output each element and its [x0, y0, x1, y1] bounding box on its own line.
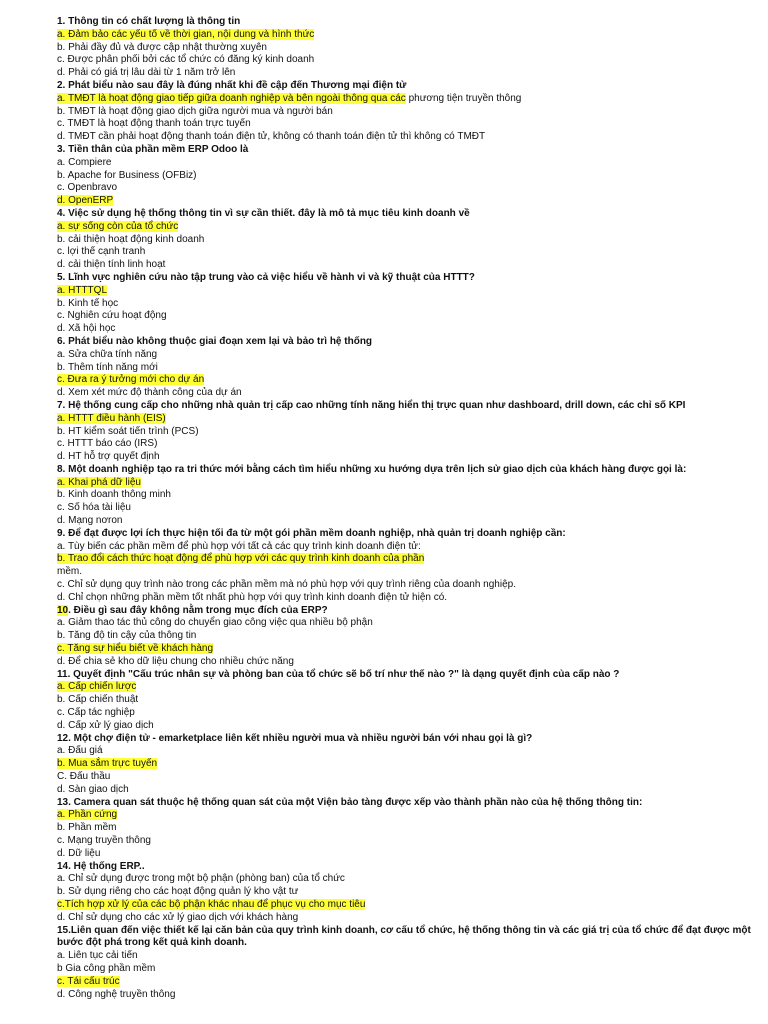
answer-text: c. Mạng truyền thông [57, 835, 151, 846]
question-text: 15.Liên quan đến việc thiết kế lại căn bản của quy trình kinh doanh, cơ cấu tổ chức, hệ thống thông tin và các giá trị của tổ chức để đạt được một bước đột phá trong kết quả kinh doanh. [57, 924, 751, 949]
answer-option-highlighted [57, 221, 757, 234]
answer-text: c. lợi thế cạnh tranh [57, 246, 146, 258]
question-title [57, 464, 757, 477]
answer-text: b. Tăng độ tin cậy của thông tin [57, 630, 197, 642]
answer-text: d. Xem xét mức độ thành công của dự án [57, 387, 242, 399]
answer-option [57, 234, 757, 247]
answer-option [57, 170, 757, 183]
answer-text: d. TMĐT cần phải hoạt động thanh toán điện tử, không có thanh toán điện tử thì không có TMĐT [57, 131, 486, 143]
highlighted-answer-text: c. Đưa ra ý tưởng mới cho dự án [57, 374, 205, 386]
answer-option [57, 182, 757, 195]
answer-option [57, 106, 757, 119]
answer-option [57, 451, 757, 464]
question-text: 2. Phát biểu nào sau đây là đúng nhất khi đề cập đến Thương mại điện tử [57, 79, 407, 91]
question-text: 13. Camera quan sát thuộc hệ thống quan sát của một Viện bảo tàng được xếp vào thành phần nào của hệ thống thông tin: [57, 796, 643, 808]
answer-text: c. Số hóa tài liệu [57, 502, 131, 514]
question-text: 3. Tiền thân của phần mềm ERP Odoo là [57, 143, 249, 155]
highlighted-answer-text: b. Mua sắm trực tuyến [57, 758, 158, 770]
answer-option [57, 541, 757, 554]
highlighted-answer-text: c.Tích hợp xử lý của các bộ phận khác nhau để phục vụ cho mục tiêu [57, 898, 366, 910]
question-text: 14. Hệ thống ERP.. [57, 860, 145, 872]
answer-text: d. cải thiện tính linh hoạt [57, 259, 166, 271]
answer-text: a. Liên tục cải tiến [57, 950, 138, 962]
highlighted-answer-text: c. Tăng sự hiểu biết về khách hàng [57, 643, 214, 655]
answer-option [57, 489, 757, 502]
answer-text: c. HTTT báo cáo (IRS) [57, 438, 158, 450]
answer-option [57, 131, 757, 144]
answer-option-highlighted [57, 809, 757, 822]
answer-option [57, 745, 757, 758]
answer-option-highlighted [57, 477, 757, 490]
question-title [57, 400, 757, 413]
answer-option-highlighted [57, 681, 757, 694]
answer-option [57, 426, 757, 439]
highlighted-answer-text: a. Phần cứng [57, 809, 118, 821]
answer-option [57, 694, 757, 707]
answer-text: d. Phải có giá trị lâu dài từ 1 năm trở lên [57, 67, 236, 79]
answer-option-highlighted [57, 643, 757, 656]
answer-option [57, 157, 757, 170]
answer-text: b. TMĐT là hoạt động giao dịch giữa người mua và người bán [57, 105, 333, 117]
answer-text: a. Giảm thao tác thủ công do chuyển giao công việc qua nhiều bộ phận [57, 617, 373, 629]
question-text: 7. Hệ thống cung cấp cho những nhà quản trị cấp cao những tính năng hiển thị trực quan như dashboard, drill down, các chỉ số KPI [57, 399, 686, 411]
answer-option [57, 707, 757, 720]
highlighted-answer-text: a. HTTT điều hành (EIS) [57, 412, 166, 424]
question-title [57, 528, 757, 541]
answer-option [57, 835, 757, 848]
question-text: 1. Thông tin có chất lượng là thông tin [57, 16, 241, 27]
answer-text: c. Được phân phối bởi các tổ chức có đăng ký kinh doanh [57, 54, 315, 66]
answer-text: d. Để chia sẻ kho dữ liệu chung cho nhiều chức năng [57, 655, 294, 667]
highlighted-answer-text: a. Cấp chiến lược [57, 681, 137, 693]
answer-text: d. Xã hội học [57, 323, 116, 335]
highlighted-answer-text: d. OpenERP [57, 195, 114, 207]
answer-text: b. Phải đầy đủ và được cập nhật thường xuyên [57, 41, 267, 53]
answer-option-highlighted [57, 29, 757, 42]
answer-option-highlighted [57, 758, 757, 771]
answer-option-highlighted [57, 899, 757, 912]
question-text: 9. Để đạt được lợi ích thực hiện tối đa từ một gói phần mềm doanh nghiệp, nhà quản trị doanh nghiệp cần: [57, 527, 566, 539]
answer-option [57, 387, 757, 400]
answer-option [57, 118, 757, 131]
answer-text: c. TMĐT là hoạt động thanh toán trực tuyến [57, 118, 251, 130]
highlighted-answer-text: c. Tái cấu trúc [57, 975, 120, 987]
answer-option [57, 771, 757, 784]
highlighted-answer-text: a. Khai phá dữ liệu [57, 476, 141, 488]
answer-option [57, 502, 757, 515]
answer-text: d. Chỉ sử dụng cho các xử lý giao dịch với khách hàng [57, 911, 299, 923]
question-text: 5. Lĩnh vực nghiên cứu nào tập trung vào cả việc hiểu về hành vi và kỹ thuật của HTTT? [57, 271, 475, 283]
answer-continuation: mềm. [57, 566, 82, 578]
question-text: 6. Phát biểu nào không thuộc giai đoạn xem lại và bảo trì hệ thống [57, 335, 373, 347]
question-title [57, 797, 757, 810]
answer-option [57, 822, 757, 835]
answer-text: c. Cấp tác nghiệp [57, 707, 135, 719]
question-title [57, 80, 757, 93]
answer-option-highlighted [57, 553, 757, 566]
question-title [57, 144, 757, 157]
highlighted-answer-text: a. TMĐT là hoạt động giao tiếp giữa doanh nghiệp và bên ngoài thông qua các [57, 92, 406, 104]
answer-option [57, 912, 757, 925]
answer-text: b. Kinh doanh thông minh [57, 489, 171, 501]
answer-text: d. Chỉ chọn những phần mềm tốt nhất phù hợp với quy trình kinh doanh điện tử hiện có. [57, 591, 448, 603]
question-title [57, 208, 757, 221]
answer-option [57, 310, 757, 323]
question-number-highlight: 10 [57, 604, 69, 616]
answer-option [57, 963, 757, 976]
document-page [57, 16, 757, 1001]
answer-option [57, 515, 757, 528]
answer-option [57, 259, 757, 272]
question-title [57, 336, 757, 349]
answer-option [57, 349, 757, 362]
answer-option [57, 298, 757, 311]
answer-option-highlighted [57, 93, 757, 106]
answer-text: a. Đấu giá [57, 745, 103, 757]
answer-option [57, 592, 757, 605]
answer-text: b. Thêm tính năng mới [57, 361, 158, 373]
question-title [57, 861, 757, 874]
answer-text: c. Openbravo [57, 182, 118, 194]
answer-text: a. Compiere [57, 156, 112, 168]
answer-option [57, 362, 757, 375]
answer-text: a. Tùy biến các phần mềm để phù hợp với tất cả các quy trình kinh doanh điện tử: [57, 540, 421, 552]
answer-option [57, 323, 757, 336]
answer-text-rest: phương tiện truyền thông [405, 92, 522, 104]
answer-text: d. Sàn giao dịch [57, 783, 129, 795]
answer-text: b. HT kiểm soát tiến trình (PCS) [57, 425, 199, 437]
answer-text: a. Sửa chữa tính năng [57, 348, 158, 360]
answer-text: b. Kinh tế học [57, 297, 119, 309]
answer-text: b. Apache for Business (OFBiz) [57, 169, 197, 181]
answer-option [57, 950, 757, 963]
answer-option [57, 67, 757, 80]
answer-option [57, 848, 757, 861]
question-text: 8. Một doanh nghiệp tạo ra tri thức mới bằng cách tìm hiểu những xu hướng dựa trên lịch sử giao dịch của khách hàng được gọi là: [57, 463, 687, 475]
answer-option [57, 630, 757, 643]
answer-option [57, 617, 757, 630]
answer-option [57, 989, 757, 1002]
question-text: 12. Một chợ điện tử - emarketplace liên kết nhiều người mua và nhiều người bán với nhau gọi là gì? [57, 732, 533, 744]
answer-option [57, 579, 757, 592]
answer-text: d. Công nghệ truyền thông [57, 988, 176, 1000]
question-text: 4. Việc sử dụng hệ thống thông tin vì sự cần thiết. đây là mô tả mục tiêu kinh doanh về [57, 207, 470, 219]
answer-option-highlighted [57, 285, 757, 298]
answer-text: c. Chỉ sử dụng quy trình nào trong các phần mềm mà nó phù hợp với quy trình riêng của doanh nghiệp. [57, 579, 516, 591]
answer-text: d. HT hỗ trợ quyết định [57, 451, 160, 463]
answer-option [57, 873, 757, 886]
highlighted-answer-text: a. sự sống còn của tổ chức [57, 220, 179, 232]
answer-text: b Gia công phần mềm [57, 962, 156, 974]
answer-text: d. Cấp xử lý giao dịch [57, 719, 154, 731]
answer-option [57, 438, 757, 451]
question-title [57, 272, 757, 285]
answer-option-highlighted [57, 976, 757, 989]
highlighted-answer-text: a. Đảm bảo các yếu tố về thời gian, nội dung và hình thức [57, 28, 315, 40]
answer-option [57, 784, 757, 797]
highlighted-answer-text: a. HTTTQL [57, 284, 108, 296]
answer-text: a. Chỉ sử dụng được trong một bộ phận (phòng ban) của tổ chức [57, 873, 345, 885]
answer-text: b. Phần mềm [57, 822, 117, 834]
answer-option-highlighted [57, 195, 757, 208]
question-title [57, 733, 757, 746]
answer-text: C. Đấu thầu [57, 771, 111, 783]
answer-option [57, 886, 757, 899]
answer-text: b. Sử dụng riêng cho các hoạt động quản lý kho vật tư [57, 886, 299, 898]
highlighted-answer-text: b. Trao đổi cách thức hoạt động để phù hợp với các quy trình kinh doanh của phần [57, 553, 425, 565]
answer-text: c. Nghiên cứu hoạt động [57, 310, 167, 322]
answer-option [57, 720, 757, 733]
answer-option [57, 656, 757, 669]
answer-option [57, 54, 757, 67]
question-text: 11. Quyết định "Cấu trúc nhân sự và phòng ban của tổ chức sẽ bố trí như thế nào ?" là dạng quyết định của cấp nào ? [57, 668, 620, 680]
answer-text: d. Dữ liệu [57, 847, 101, 859]
answer-option [57, 246, 757, 259]
answer-text: b. Cấp chiến thuật [57, 694, 139, 706]
answer-text: d. Mạng nơron [57, 515, 123, 527]
answer-option-highlighted [57, 413, 757, 426]
question-title [57, 669, 757, 682]
answer-option [57, 42, 757, 55]
question-title [57, 605, 757, 618]
question-title [57, 16, 757, 29]
question-text: . Điều gì sau đây không nằm trong mục đích của ERP? [68, 604, 328, 616]
answer-option-highlighted [57, 374, 757, 387]
question-title [57, 925, 757, 951]
answer-text: b. cải thiện hoạt động kinh doanh [57, 233, 205, 245]
